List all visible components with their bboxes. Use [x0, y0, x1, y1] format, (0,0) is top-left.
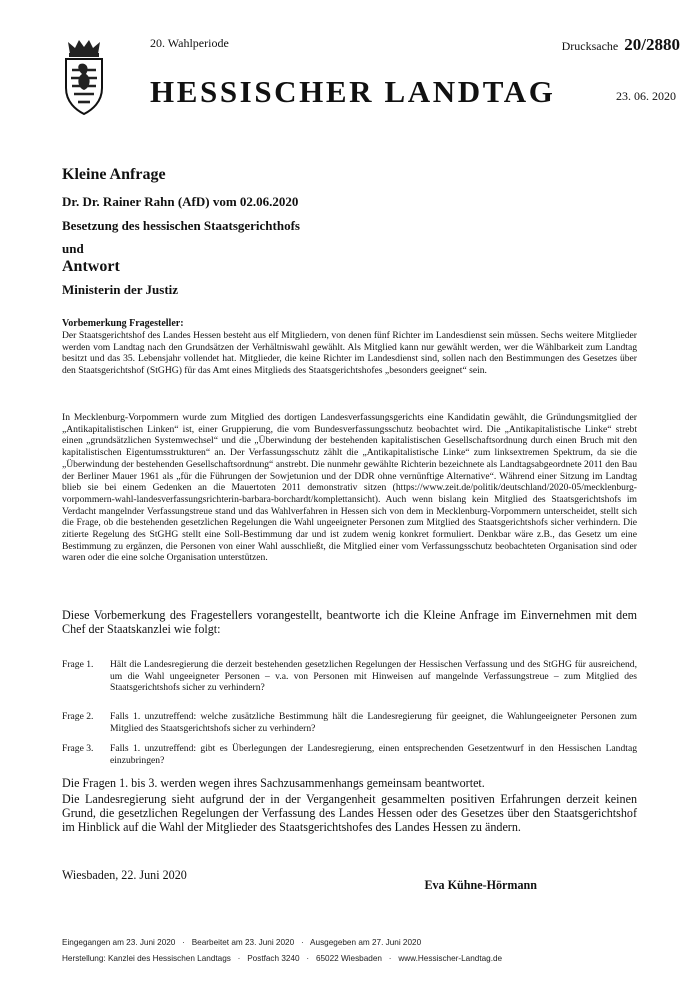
page-title: HESSISCHER LANDTAG	[150, 74, 556, 109]
antwort-heading: Antwort	[62, 258, 120, 275]
question-text: Falls 1. unzutreffend: welche zusätzliche Bestimmung hält die Landesregierung für geeignet, die Wahlungeeigneter Personen zum Mitglied des Staatsgerichtshofs sicher zu verhindern?	[110, 711, 637, 734]
question-1	[62, 659, 637, 694]
hessen-coat-of-arms-icon	[62, 38, 106, 116]
drucksache-number: 20/2880	[624, 35, 680, 54]
minister-line: Ministerin der Justiz	[62, 282, 179, 297]
vorbemerkung-paragraph-1: Der Staatsgerichtshof des Landes Hessen besteht aus elf Mitgliedern, von denen fünf Richter im Landesdienst sein müssen. Sechs weitere Mitglieder werden vom Landtag nach den Grundsätzen der Verhältniswahl gewählt. Als Mitglied kann nur gewählt werden, wer die Wählbarkeit zum Landtag besitzt und das 35. Lebensjahr vollendet hat. Mitglieder, die keine Richter im Landesdienst sind, sollen nach den Bestimmungen des Gesetzes über den Staatsgerichtshof (StGHG) für das Amt eines Mitglieds des Staatsgerichtshofes „besonders geeignet“ sein.	[62, 330, 637, 377]
question-2	[62, 711, 637, 734]
answer-paragraph-2: Die Landesregierung sieht aufgrund der in der Vergangenheit gesammelten positiven Erfahrungen derzeit keinen Grund, die gesetzlichen Regelungen der Verfassung des Landes Hessen oder des Gesetzes über den Staatsgerichtshof im Hinblick auf die Wahl der Mitglieder des Staatsgerichtshofes des Landes Hessen zu ändern.	[62, 792, 637, 834]
question-label: Frage 3.	[62, 743, 94, 754]
drucksache-label: Drucksache	[561, 39, 619, 53]
subject-line: Besetzung des hessischen Staatsgerichthofs	[62, 218, 300, 233]
place-date: Wiesbaden, 22. Juni 2020	[62, 868, 187, 882]
question-label: Frage 1.	[62, 659, 94, 670]
footer-dates: Eingegangen am 23. Juni 2020 · Bearbeitet am 23. Juni 2020 · Ausgegeben am 27. Juni 2020	[62, 938, 422, 947]
wahlperiode: 20. Wahlperiode	[150, 36, 229, 50]
document-type: Kleine Anfrage	[62, 166, 166, 183]
drucksache	[562, 35, 680, 55]
signer-name: Eva Kühne-Hörmann	[424, 878, 537, 892]
question-label: Frage 2.	[62, 711, 94, 722]
question-text: Falls 1. unzutreffend: gibt es Überlegungen der Landesregierung, einen entsprechenden Gesetzentwurf in den Hessischen Landtag einzubringen?	[110, 743, 637, 766]
question-text: Hält die Landesregierung die derzeit bestehenden gesetzlichen Regelungen der Hessischen Verfassung und des StGHG für ausreichend, um die Wahl ungeeigneter Personen – v.a. von Personen mit Hinweisen auf mangelnde Verfassungstreue – zum Mitglied des Staatsgerichtshofs sicher zu verhindern?	[110, 659, 637, 694]
intro-paragraph: Diese Vorbemerkung des Fragestellers vorangestellt, beantworte ich die Kleine Anfrage im Einvernehmen mit dem Chef der Staatskanzlei wie folgt:	[62, 608, 637, 636]
footer-imprint: Herstellung: Kanzlei des Hessischen Landtags · Postfach 3240 · 65022 Wiesbaden · www.Hessischer-Landtag.de	[62, 954, 503, 963]
answer-paragraph-1: Die Fragen 1. bis 3. werden wegen ihres Sachzusammenhangs gemeinsam beantwortet.	[62, 776, 485, 790]
author-line: Dr. Dr. Rainer Rahn (AfD) vom 02.06.2020	[62, 194, 299, 209]
vorbemerkung-title: Vorbemerkung Fragesteller:	[62, 318, 184, 329]
vorbemerkung-paragraph-2: In Mecklenburg-Vorpommern wurde zum Mitglied des dortigen Landesverfassungsgerichts eine Kandidatin gewählt, die Gründungsmitglied der „Antikapitalistischen Linken“ ist, einer Gruppierung, die vom Bundesverfassungsschutz beobachtet wird. Die „Antikapitalistische Linke“ strebt einen „grundsätzlichen Systemwechsel“ und die „Überwindung der bestehenden kapitalistischen Gesellschaftsordnung durch einen Bruch mit den kapitalistischen Eigentumsstrukturen“ an. Der Verfassungsschutz zählt die „Antikapitalistische Linke“ zum linksextremen Spektrum, da sie die „Überwindung der bestehenden Gesellschaftsordnung“ anstrebt. Die nunmehr gewählte Richterin bezeichnete als Landtagsabgeordnete 2011 den Bau der Berliner Mauer 1961 als „für die Führungen der Sowjetunion und der DDR ohne vernünftige Alternative“. Während einer Sitzung im Landtag blieb sie bei einem Gedenken an die Mauertoten 2011 demonstrativ sitzen (https://www.zeit.de/politik/deutschland/2020-05/mecklenburg-vorpommern-wahl-landesverfassungsrichterin-barbara-borchardt/komplettansicht). Auch wenn bislang kein Mitglied des Staatsgerichtshofs im Verdacht mangelnder Verfassungstreue stand und das Wahlverfahren in Hessen sich von dem in Mecklenburg-Vorpommern unterscheidet, stellt sich die Frage, ob die bestehenden gesetzlichen Regelungen die Wahl ungeeigneter Personen zum Mitglied des Staatsgerichtshofs sicher verhindern. Die zitierte Regelung des StGHG stellt eine Soll-Bestimmung dar und ist zudem wenig konkret formuliert. Denkbar wäre z.B., das Gesetz um eine Bestimmung zu ergänzen, die Personen von einer Wahl ausschließt, die Mitglied einer vom Verfassungsschutz beobachteten Organisation sind oder waren oder die eine solche Organisation unterstützen.	[62, 412, 637, 564]
und-line: und	[62, 241, 84, 256]
question-3	[62, 743, 637, 766]
document-date: 23. 06. 2020	[616, 89, 676, 103]
